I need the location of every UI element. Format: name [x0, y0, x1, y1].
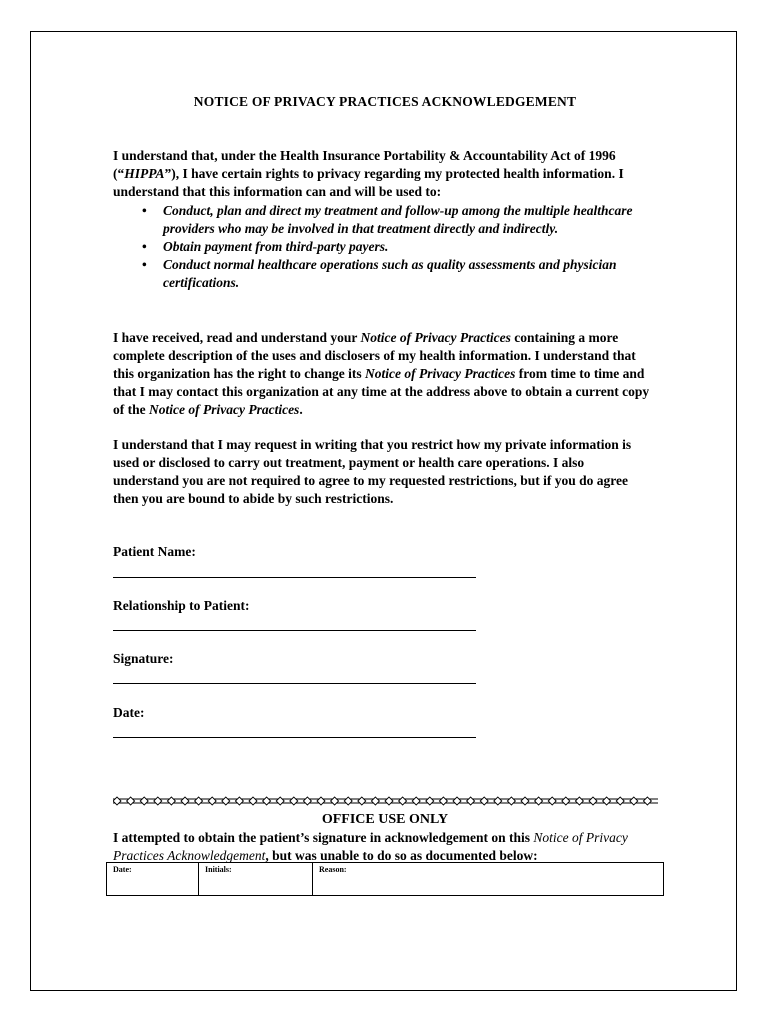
chain-link-icon	[371, 797, 379, 805]
notice-term: Notice of Privacy Practices	[149, 402, 300, 417]
bullet-text: Conduct, plan and direct my treatment and follow-up among the multiple healthcare providers who may be involved in that treatment directly and indirectly.	[163, 203, 633, 236]
notice-term: Notice of Privacy Practices	[365, 366, 516, 381]
chain-link-icon	[140, 797, 148, 805]
chain-link-icon	[317, 797, 325, 805]
signature-line[interactable]	[113, 683, 476, 684]
chain-link-icon	[603, 797, 611, 805]
chain-link-icon	[426, 797, 434, 805]
date-label: Date:	[113, 705, 145, 720]
chain-link-icon	[507, 797, 515, 805]
chain-link-icon	[358, 797, 366, 805]
chain-link-icon	[113, 797, 121, 805]
chain-link-icon	[467, 797, 475, 805]
relationship-line[interactable]	[113, 630, 476, 631]
chain-link-icon	[167, 797, 175, 805]
office-notice-term: Notice of Privacy Practices Acknowledgement	[113, 830, 628, 863]
chain-link-icon	[630, 797, 638, 805]
bullet-item	[113, 256, 633, 292]
usage-bullet-list	[113, 202, 633, 292]
p2-text-4: .	[299, 402, 303, 417]
office-text-2: , but was unable to do so as documented below:	[265, 848, 538, 863]
table-header-initials[interactable]: Initials:	[199, 863, 313, 895]
chain-link-icon	[127, 797, 135, 805]
p2-text-1: I have received, read and understand your	[113, 330, 361, 345]
bullet-item	[113, 202, 633, 238]
document-title: NOTICE OF PRIVACY PRACTICES ACKNOWLEDGEMENT	[193, 94, 577, 109]
bullet-icon: •	[142, 257, 147, 272]
chain-link-icon	[575, 797, 583, 805]
chain-link-icon	[303, 797, 311, 805]
chain-link-icon	[453, 797, 461, 805]
chain-link-icon	[480, 797, 488, 805]
chain-link-icon	[208, 797, 216, 805]
chain-link-icon	[399, 797, 407, 805]
chain-link-icon	[235, 797, 243, 805]
bullet-item	[113, 238, 633, 256]
chain-link-icon	[263, 797, 271, 805]
chain-link-icon	[494, 797, 502, 805]
p2-text-2: containing a more complete description of the uses and disclosers of my health information. I understand that this organization has the right to change its	[113, 330, 636, 381]
chain-link-icon	[412, 797, 420, 805]
patient-name-line[interactable]	[113, 577, 476, 578]
intro-paragraph	[113, 147, 653, 201]
chain-link-icon	[562, 797, 570, 805]
bullet-icon: •	[142, 203, 147, 218]
office-use-title: OFFICE USE ONLY	[321, 812, 449, 827]
table-header-date[interactable]: Date:	[107, 863, 199, 895]
bullet-text: Obtain payment from third-party payers.	[163, 239, 389, 254]
notice-term: Notice of Privacy Practices	[360, 330, 511, 345]
intro-text-1: I understand that, under the Health Insurance Portability & Accountability Act of 1996 (“	[113, 148, 616, 181]
bullet-icon: •	[142, 239, 147, 254]
office-use-text	[113, 829, 673, 865]
signature-label: Signature:	[113, 651, 174, 666]
chain-link-icon	[290, 797, 298, 805]
chain-link-icon	[589, 797, 597, 805]
chain-link-icon	[181, 797, 189, 805]
chain-link-icon	[616, 797, 624, 805]
chain-link-icon	[344, 797, 352, 805]
chain-link-icon	[331, 797, 339, 805]
intro-text-2: ”), I have certain rights to privacy regarding my protected health information. I understand that this information can and will be used to:	[113, 166, 624, 199]
chain-link-icon	[154, 797, 162, 805]
office-text-1: I attempted to obtain the patient’s signature in acknowledgement on this	[113, 830, 534, 845]
chain-link-icon	[385, 797, 393, 805]
chain-link-icon	[535, 797, 543, 805]
chain-link-icon	[439, 797, 447, 805]
relationship-label: Relationship to Patient:	[113, 598, 250, 613]
chain-link-icon	[249, 797, 257, 805]
bullet-text: Conduct normal healthcare operations such as quality assessments and physician certifications.	[163, 257, 617, 290]
office-use-table	[106, 862, 664, 896]
chain-link-icon	[521, 797, 529, 805]
p2-text-3: from time to time and that I may contact this organization at any time at the address above to obtain a current copy of the	[113, 366, 650, 417]
chain-divider	[113, 795, 658, 807]
chain-link-icon	[643, 797, 651, 805]
restriction-paragraph: I understand that I may request in writing that you restrict how my private information is used or disclosed to carry out treatment, payment or health care operations. I also understand you are not required to agree to my requested restrictions, but if you do agree then you are bound to abide by such restrictions.	[113, 437, 632, 506]
table-header-reason[interactable]: Reason:	[319, 865, 347, 874]
chain-link-icon	[195, 797, 203, 805]
notice-paragraph	[113, 329, 653, 419]
chain-link-icon	[548, 797, 556, 805]
chain-link-icon	[276, 797, 284, 805]
chain-link-icon	[222, 797, 230, 805]
hippa-term: HIPPA	[124, 166, 165, 181]
date-line[interactable]	[113, 737, 476, 738]
patient-name-label: Patient Name:	[113, 544, 196, 559]
